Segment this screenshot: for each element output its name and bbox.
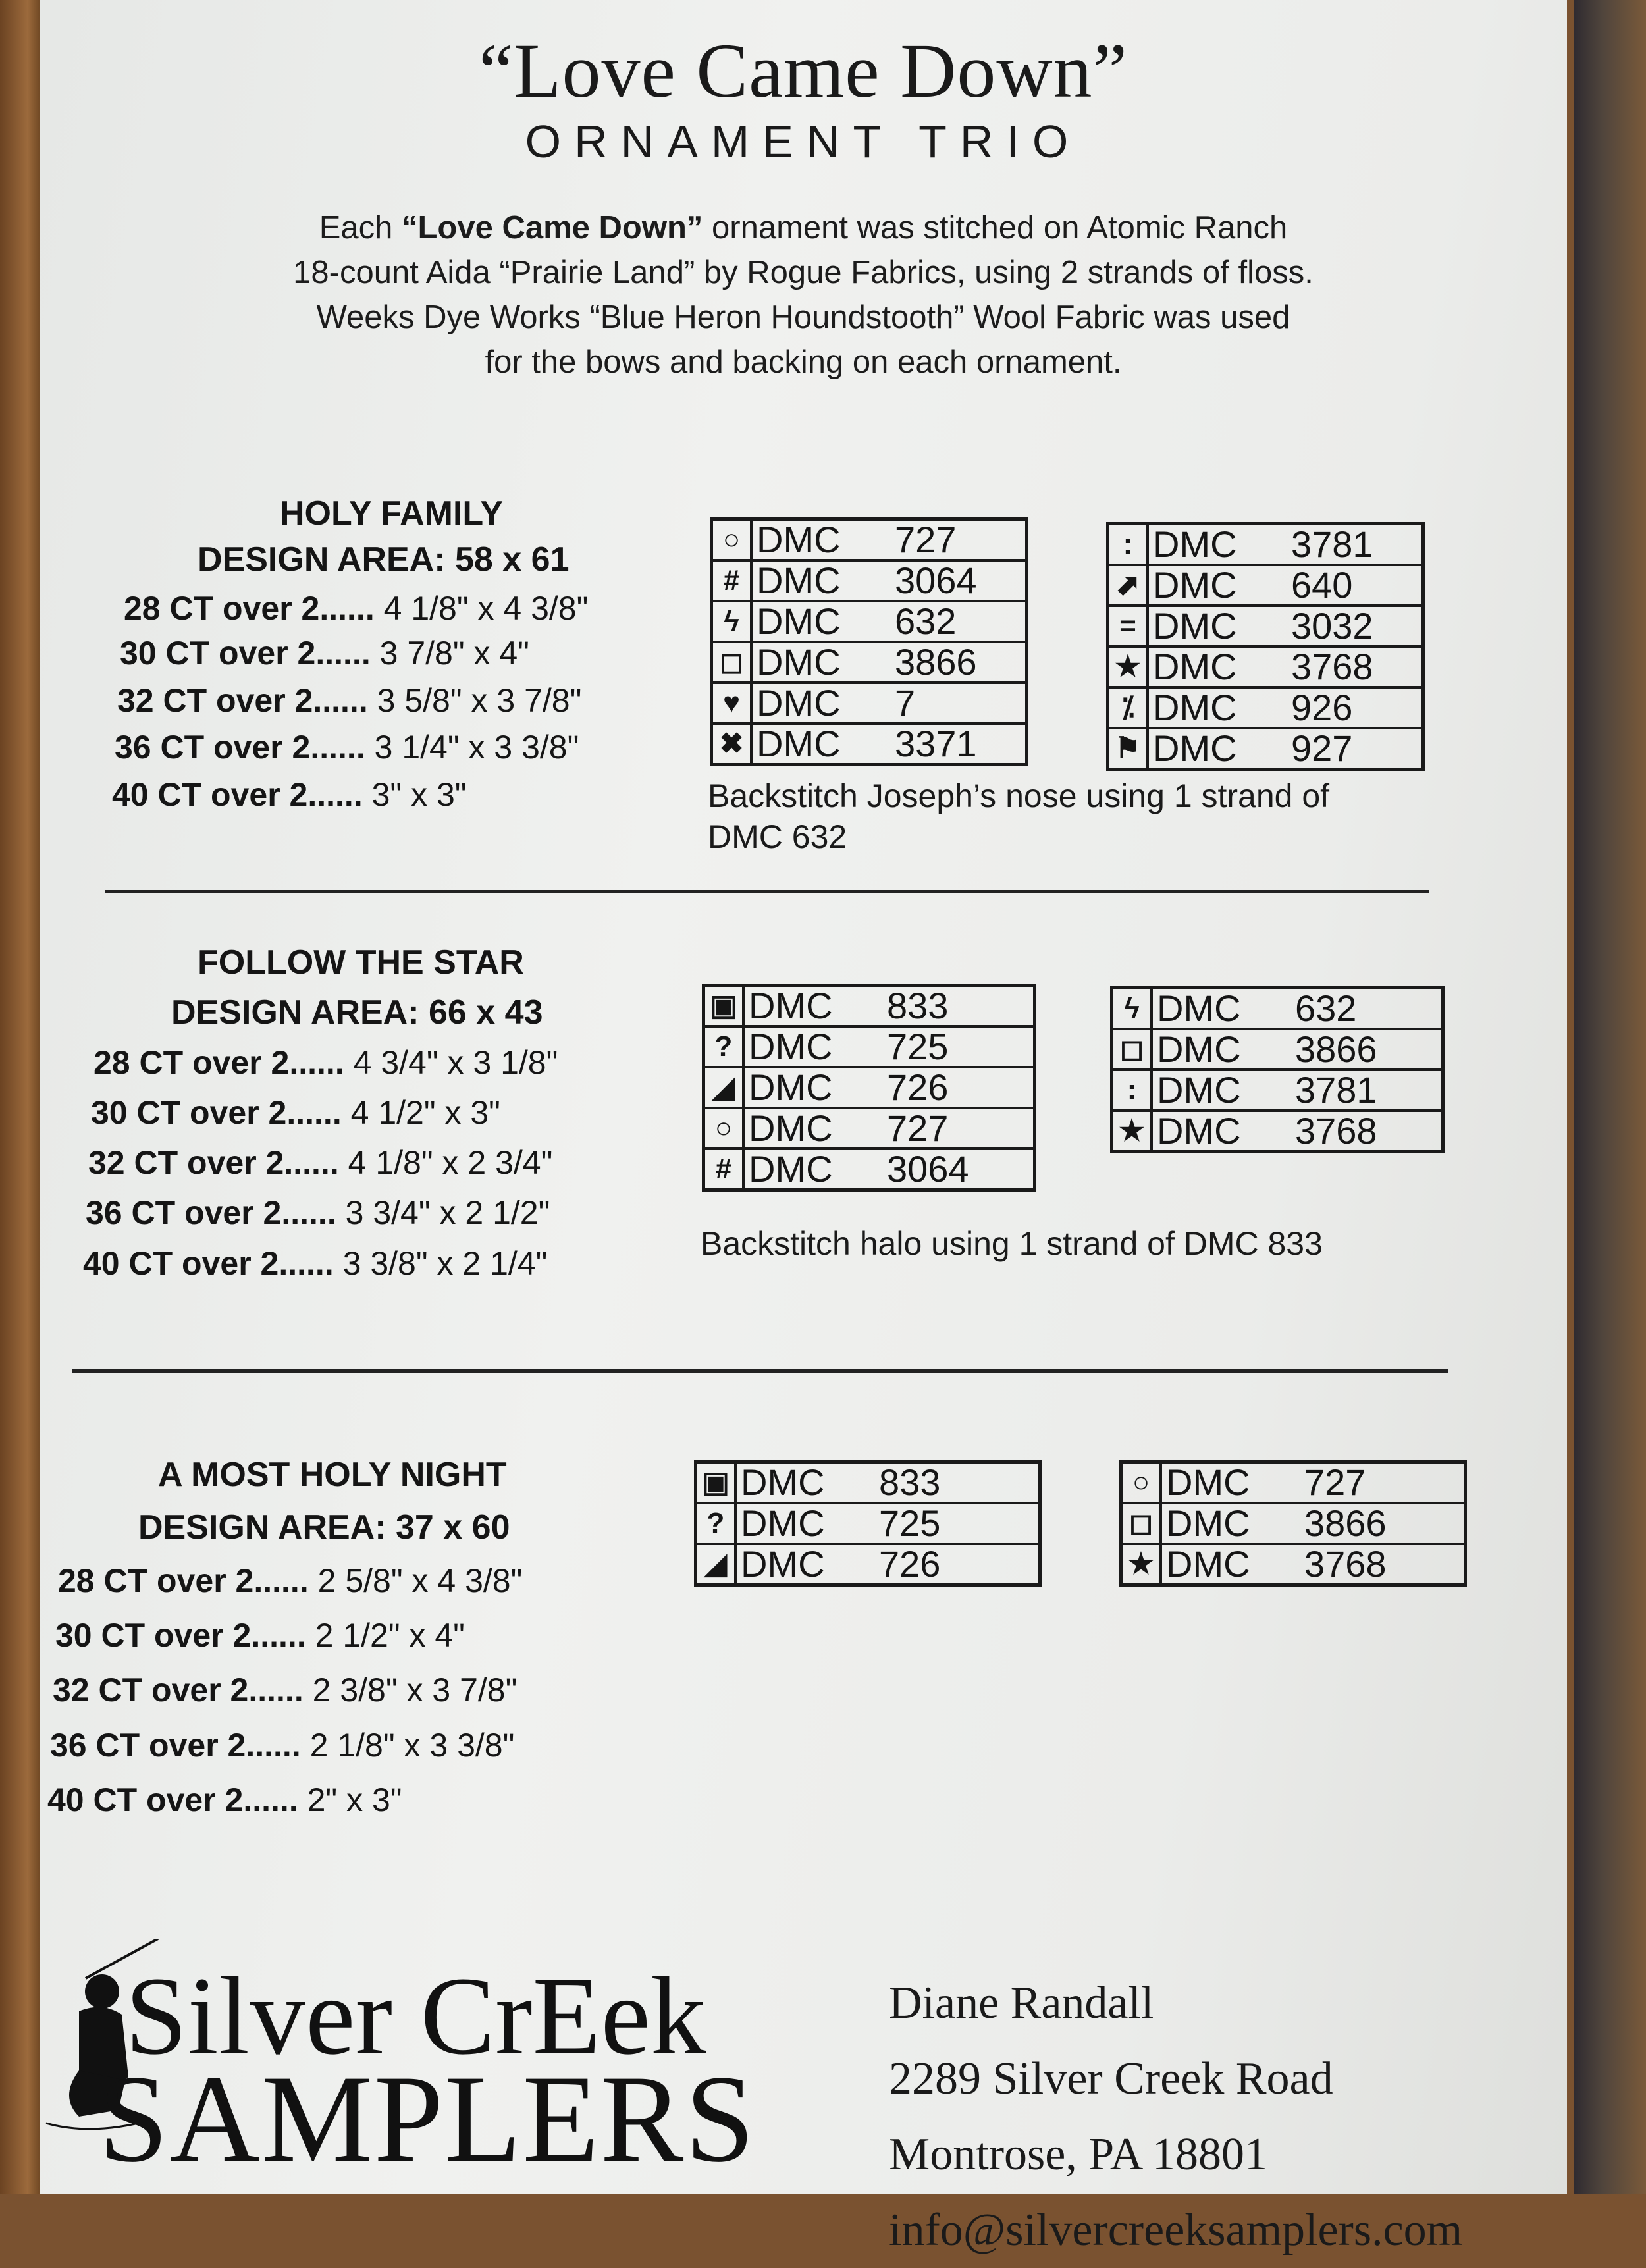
floss-value [743,1026,1035,1067]
floss-row [712,601,1027,642]
size-count: 28 CT over 2...... [93,1044,344,1081]
floss-brand: DMC [749,1148,833,1190]
intro-paragraph [40,205,1567,384]
floss-number: 632 [1295,988,1357,1029]
floss-value [1148,565,1423,606]
floss-number: 3064 [887,1148,969,1190]
intro-text: Each [319,210,402,246]
floss-number: 3866 [1295,1028,1377,1070]
backing-edge [1574,0,1646,2194]
floss-value [1148,687,1423,728]
size-dimension: 3 3/4" x 2 1/2" [345,1194,550,1231]
quarter-circle-symbol-icon: ◢ [704,1067,744,1108]
floss-value [743,1067,1035,1108]
size-line [83,1244,547,1282]
size-line [53,1671,517,1709]
x-symbol-icon: ✖ [712,724,752,765]
hash-symbol-icon: # [704,1149,744,1190]
size-line [88,1144,552,1182]
floss-value [751,683,1027,724]
floss-brand: DMC [749,1107,833,1149]
contact-block [889,1965,1462,2268]
floss-row [696,1544,1040,1585]
page-title: “Love Came Down” [479,28,1128,114]
circle-symbol-icon: ○ [704,1108,744,1149]
size-count: 28 CT over 2...... [58,1562,309,1599]
floss-value [1152,1029,1443,1070]
floss-brand: DMC [1153,646,1237,687]
floss-brand: DMC [757,682,841,724]
floss-number: 725 [879,1502,941,1544]
size-dimension: 2 1/8" x 3 3/8" [309,1727,515,1764]
floss-brand: DMC [1153,727,1237,769]
size-count: 30 CT over 2...... [91,1094,342,1131]
floss-row [1121,1503,1466,1544]
note-line: Backstitch halo using 1 strand of DMC 833 [701,1225,1323,1262]
colon-symbol-icon: : [1112,1070,1152,1111]
section-divider [72,1369,1448,1373]
intro-line-3: Weeks Dye Works “Blue Heron Houndstooth” Wool Fabric was used [316,300,1290,335]
floss-brand: DMC [757,723,841,764]
size-line [58,1562,522,1600]
design-area: DESIGN AREA: 58 x 61 [198,541,570,579]
floss-number: 3768 [1304,1543,1387,1585]
floss-value [751,642,1027,683]
circle-symbol-icon: ○ [712,519,752,561]
floss-value [1161,1544,1466,1585]
size-count: 32 CT over 2...... [53,1672,304,1708]
floss-row [712,560,1027,601]
floss-brand: DMC [741,1462,825,1503]
size-dimension: 3 1/4" x 3 3/8" [374,729,579,766]
floss-value [1148,606,1423,646]
floss-number: 726 [887,1067,949,1108]
size-dimension: 2" x 3" [307,1781,402,1818]
floss-value [1148,646,1423,687]
floss-number: 726 [879,1543,941,1585]
floss-value [1152,1111,1443,1152]
size-count: 36 CT over 2...... [86,1194,336,1231]
floss-brand: DMC [741,1502,825,1544]
floss-row [704,986,1035,1027]
size-line [120,634,529,672]
size-count: 36 CT over 2...... [50,1727,301,1764]
size-dimension: 4 3/4" x 3 1/8" [353,1044,558,1081]
floss-row [704,1026,1035,1067]
floss-row [1108,728,1423,770]
floss-row [1108,606,1423,646]
floss-number: 833 [879,1462,941,1503]
floss-brand: DMC [757,519,841,560]
backstitch-note [708,776,1329,857]
floss-value [743,986,1035,1027]
floss-row [1121,1544,1466,1585]
size-count: 30 CT over 2...... [55,1617,306,1654]
floss-value [1148,524,1423,566]
intro-bold-title: “Love Came Down” [402,210,703,246]
size-line [115,728,579,766]
size-count: 36 CT over 2...... [115,729,365,766]
size-count: 32 CT over 2...... [117,682,368,719]
floss-brand: DMC [749,985,833,1026]
hash-symbol-icon: # [712,560,752,601]
size-line [86,1194,550,1232]
size-line [117,681,581,720]
floss-row [696,1503,1040,1544]
floss-row [712,642,1027,683]
floss-value [735,1503,1040,1544]
floss-number: 7 [895,682,916,724]
star-symbol-icon: ★ [1108,646,1148,687]
square-symbol-icon: ◻ [1112,1029,1152,1070]
size-dimension: 4 1/8" x 4 3/8" [383,590,589,627]
floss-number: 727 [887,1107,949,1149]
size-count: 40 CT over 2...... [112,776,363,813]
size-line [91,1094,500,1132]
arrow-symbol-icon: ⬈ [1108,565,1148,606]
floss-table [1106,522,1425,771]
floss-brand: DMC [1166,1543,1250,1585]
backstitch-note [701,1223,1323,1264]
size-count: 40 CT over 2...... [83,1245,334,1282]
floss-number: 727 [1304,1462,1366,1503]
size-dimension: 3 5/8" x 3 7/8" [377,682,582,719]
heart-symbol-icon: ♥ [712,683,752,724]
floss-row [704,1067,1035,1108]
floss-table [1119,1460,1467,1587]
floss-brand: DMC [1157,1110,1241,1151]
floss-number: 632 [895,600,957,642]
floss-value [735,1544,1040,1585]
floss-number: 926 [1291,687,1353,728]
question-symbol-icon: ? [696,1503,736,1544]
boxed-square-symbol-icon: ▣ [704,986,744,1027]
flag-symbol-icon: ⚑ [1108,728,1148,770]
floss-row [1112,1029,1443,1070]
floss-value [751,560,1027,601]
contact-name: Diane Randall [889,1978,1154,2028]
note-line: DMC 632 [708,818,847,855]
section-title: HOLY FAMILY [280,494,504,533]
size-dimension: 3" x 3" [371,776,467,813]
floss-number: 640 [1291,564,1353,606]
floss-value [751,724,1027,765]
size-line [50,1726,514,1764]
question-symbol-icon: ? [704,1026,744,1067]
floss-number: 727 [895,519,957,560]
floss-brand: DMC [1153,605,1237,646]
floss-row [1121,1462,1466,1504]
floss-brand: DMC [1157,1028,1241,1070]
floss-brand: DMC [1166,1462,1250,1503]
logo-wordmark-top: Silver CrEek [125,1954,706,2078]
floss-row [1112,988,1443,1030]
size-line [93,1043,558,1082]
intro-text: ornament was stitched on Atomic Ranch [703,210,1288,246]
design-area: DESIGN AREA: 37 x 60 [138,1508,510,1546]
floss-value [1148,728,1423,770]
circle-symbol-icon: ○ [1121,1462,1161,1504]
floss-brand: DMC [1157,988,1241,1029]
floss-brand: DMC [741,1543,825,1585]
boxed-square-symbol-icon: ▣ [696,1462,736,1504]
floss-row [1108,524,1423,566]
floss-row [712,724,1027,765]
floss-number: 725 [887,1026,949,1067]
floss-number: 927 [1291,727,1353,769]
floss-brand: DMC [757,641,841,683]
floss-brand: DMC [1157,1069,1241,1111]
size-dimension: 3 3/8" x 2 1/4" [342,1245,548,1282]
floss-number: 3866 [1304,1502,1387,1544]
size-dimension: 3 7/8" x 4" [379,635,529,672]
section-title: FOLLOW THE STAR [198,943,524,982]
floss-brand: DMC [1153,687,1237,728]
floss-brand: DMC [749,1026,833,1067]
lightning-symbol-icon: ϟ [712,601,752,642]
floss-number: 3768 [1291,646,1373,687]
floss-row [704,1108,1035,1149]
floss-table [1110,986,1445,1153]
colon-symbol-icon: : [1108,524,1148,566]
floss-row [712,683,1027,724]
size-dimension: 4 1/2" x 3" [350,1094,500,1131]
floss-value [751,601,1027,642]
size-dimension: 2 3/8" x 3 7/8" [312,1672,518,1708]
floss-value [743,1149,1035,1190]
size-count: 30 CT over 2...... [120,635,371,672]
floss-row [1108,646,1423,687]
logo-wordmark-bottom: SAMPLERS [99,2050,757,2188]
star-symbol-icon: ★ [1112,1111,1152,1152]
lightning-symbol-icon: ϟ [1112,988,1152,1030]
floss-value [1152,1070,1443,1111]
equals-symbol-icon: = [1108,606,1148,646]
section-title: A MOST HOLY NIGHT [158,1456,507,1494]
size-dimension: 4 1/8" x 2 3/4" [348,1144,553,1181]
floss-table [694,1460,1042,1587]
contact-email[interactable]: info@silvercreeksamplers.com [889,2205,1463,2255]
square-symbol-icon: ◻ [1121,1503,1161,1544]
floss-number: 3032 [1291,605,1373,646]
size-line [112,776,467,814]
floss-row [1112,1070,1443,1111]
floss-number: 833 [887,985,949,1026]
quarter-circle-symbol-icon: ◢ [696,1544,736,1585]
silver-creek-logo [26,1926,830,2194]
floss-brand: DMC [1166,1502,1250,1544]
size-count: 40 CT over 2...... [47,1781,298,1818]
size-count: 32 CT over 2...... [88,1144,339,1181]
floss-row [704,1149,1035,1190]
floss-brand: DMC [757,560,841,601]
size-dimension: 2 1/2" x 4" [315,1617,465,1654]
floss-value [1152,988,1443,1030]
floss-row [1108,687,1423,728]
floss-number: 3768 [1295,1110,1377,1151]
size-line [55,1616,465,1654]
contact-city: Montrose, PA 18801 [889,2129,1268,2180]
floss-value [1161,1503,1466,1544]
page-subtitle: ORNAMENT TRIO [525,116,1082,167]
floss-table [710,517,1028,766]
size-count: 28 CT over 2...... [124,590,375,627]
floss-value [1161,1462,1466,1504]
size-line [47,1781,402,1819]
floss-row [1108,565,1423,606]
square-symbol-icon: ◻ [712,642,752,683]
design-area: DESIGN AREA: 66 x 43 [171,993,543,1032]
note-line: Backstitch Joseph’s nose using 1 strand of [708,778,1330,814]
section-divider [105,890,1429,893]
floss-table [702,984,1036,1192]
floss-number: 3781 [1295,1069,1377,1111]
contact-street: 2289 Silver Creek Road [889,2053,1333,2104]
floss-row [712,519,1027,561]
floss-brand: DMC [749,1067,833,1108]
percent-symbol-icon: ⁒ [1108,687,1148,728]
size-dimension: 2 5/8" x 4 3/8" [317,1562,523,1599]
chart-sheet [40,0,1567,2255]
floss-brand: DMC [757,600,841,642]
intro-line-1 [40,205,1567,250]
floss-row [1112,1111,1443,1152]
floss-number: 3371 [895,723,977,764]
size-line [124,589,588,627]
intro-line-4: for the bows and backing on each ornament. [485,344,1122,380]
floss-brand: DMC [1153,523,1237,565]
floss-number: 3064 [895,560,977,601]
floss-number: 3866 [895,641,977,683]
floss-value [743,1108,1035,1149]
floss-number: 3781 [1291,523,1373,565]
star-symbol-icon: ★ [1121,1544,1161,1585]
floss-row [696,1462,1040,1504]
floss-value [735,1462,1040,1504]
floss-value [751,519,1027,561]
intro-line-2: 18-count Aida “Prairie Land” by Rogue Fabrics, using 2 strands of floss. [293,255,1314,290]
floss-brand: DMC [1153,564,1237,606]
